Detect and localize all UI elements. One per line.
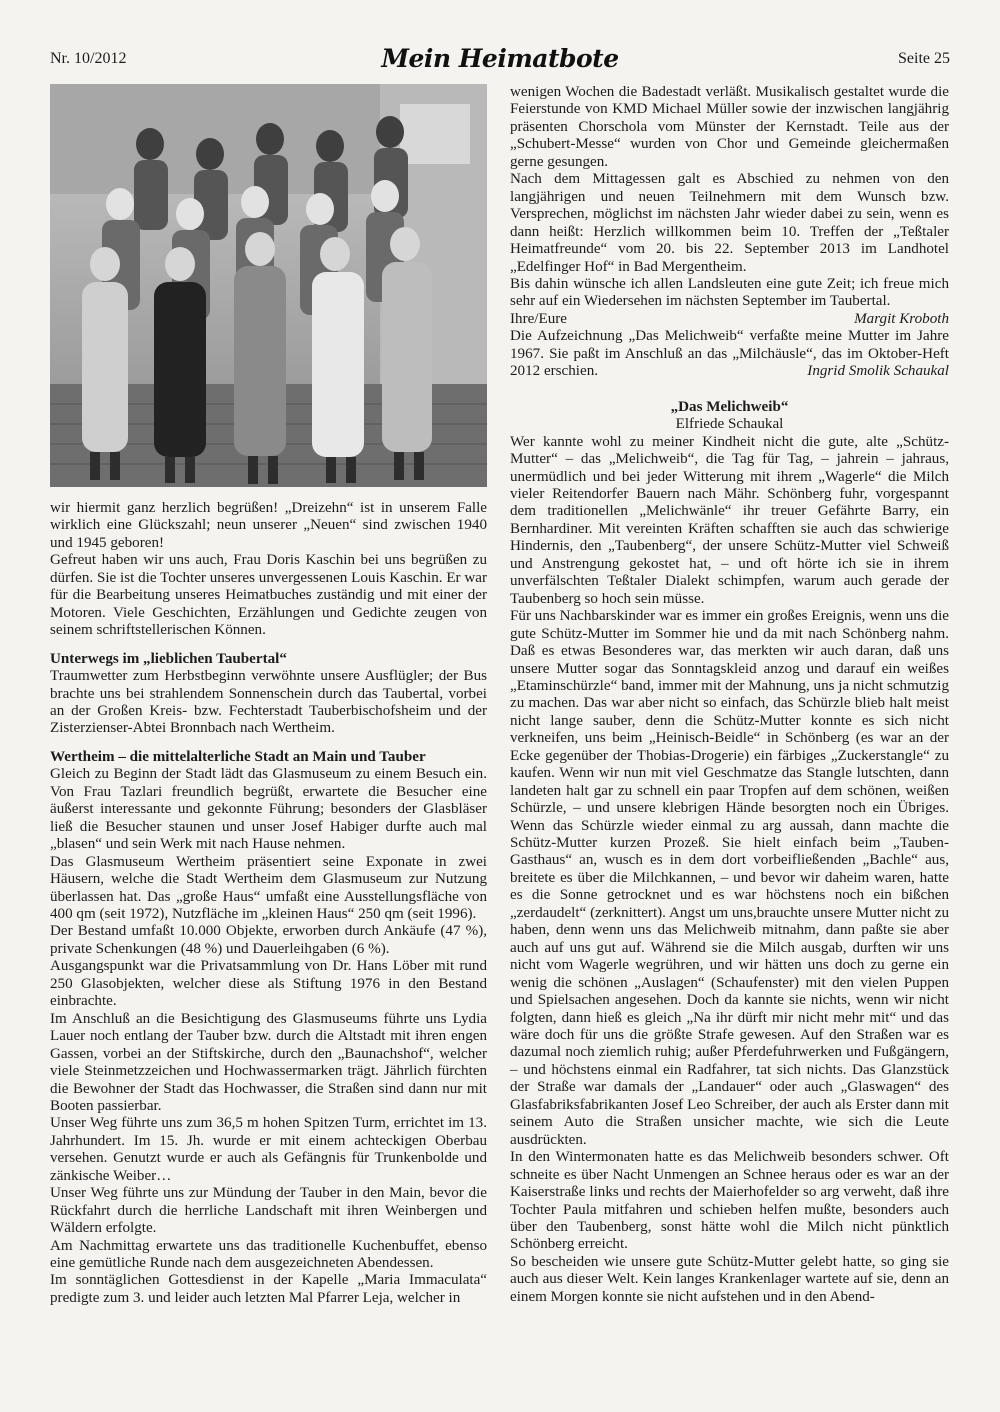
paragraph: Im Anschluß an die Besichtigung des Glasmuseums führte uns Lydia Lauer noch entlang der Tauber bzw. durch die Altstadt mit ihren engen Gassen, vorbei an der Stiftskirche, durch den „Baunachshof“, welcher viele Steinmetzzeichen und Hochwassermarken trägt. Jährlich fürchten die Bewohner der Stadt das Hochwasser, die Straßen sind dann nur mit Booten passierbar.: [50, 1010, 487, 1114]
group-photo-icon: [50, 84, 487, 487]
issue-number: Nr. 10/2012: [50, 50, 127, 67]
paragraph: Das Glasmuseum Wertheim präsentiert seine Exponate in zwei Häusern, welche die Stadt Wertheim dem Glasmuseum zur Nutzung überlassen hat. Das „große Haus“ umfaßt eine Ausstellungsfläche von 400 qm (seit 1972), Nutzfläche im „kleinen Haus“ 250 qm (seit 1996).: [50, 853, 487, 922]
paragraph: wenigen Wochen die Badestadt verläßt. Musikalisch gestaltet wurde die Feierstunde von KMD Michael Müller sowie der inzwischen langjährig präsenten Chorschola vom Münster der Kernstadt. Teile aus der „Schubert-Messe“ wurden von Chor und Gemeinde gleichermaßen gerne gesungen.: [510, 84, 949, 170]
paragraph: Im sonntäglichen Gottesdienst in der Kapelle „Maria Immaculata“ predigte zum 3. und leider auch letzten Mal Pfarrer Leja, welcher in: [50, 1272, 487, 1306]
page-header: [50, 44, 950, 78]
section-heading: Wertheim – die mittelalterliche Stadt an Main und Tauber: [50, 748, 426, 765]
paragraph: So bescheiden wie unsere gute Schütz-Mutter gelebt hatte, so ging sie auch aus dieser Welt. Kein langes Krankenlager wartete auf sie, denn an einem Morgen konnte sie nicht aufstehen und in den Abend-: [510, 1253, 949, 1305]
paragraph: Unser Weg führte uns zur Mündung der Tauber in den Main, bevor die Rückfahrt durch die herrliche Landschaft mit ihren Weinbergen und Wäldern erfolgte.: [50, 1185, 487, 1237]
paragraph: Für uns Nachbarskinder war es immer ein großes Ereignis, wenn uns die gute Schütz-Mutter im Sommer hie und da mit nach Schönberg nahm. Daß es etwas Besonderes war, das merkten wir auch daran, daß uns unsere Mutter sogar das Sonntagskleid anzog und darauf ein weißes „Etaminschürzle“ band, immer mit der Mahnung, uns ja nicht schmutzig zu machen. Das war aber nicht so einfach, das Schürzle blieb halt meist nicht lange sauber, denn die Schütz-Mutter konnte es sich nicht verkneifen, uns beim „Heinisch-Beidle“ in Schönberg (es war an der Ecke gegenüber der Thobias-Drogerie) ein färbiges „Zuckerstangle“ zu kaufen. Wenn wir nun mit viel Geschmatze das Stangle lutschten, dann landeten halt gar zu schnell ein paar Tropfen auf dem schönen, weißen Schürzle, – und unsere klebrigen Hände besorgten noch ein Übriges. Wenn das Schürzle wieder einmal zu arg aussah, dann machte die Schütz-Mutter kurzen Prozeß. Sie hielt einfach beim „Tauben-Gasthaus“ an, wusch es in dem dort vorbeifließenden „Bachle“ aus, breitete es über die Milchkannen, – und bevor wir daheim waren, hatte es die Sonne getrocknet und es war höchstens noch ein bißchen „zerdaudelt“ (zerknittert). Angst um uns,brauchte unsere Mutter nicht zu haben, denn wenn uns das Melichweib mitnahm, dann paßte sie aber auch auf uns gut auf. Während sie die Milch ausgab, durften wir uns nicht vom Wagerle wegrühren, und wir hätten uns doch zu gerne ein wenig die schönen „Auslagen“ (Schaufenster) mit den vielen Puppen und Spielsachen angesehen. Doch da kannte sie nichts, wenn wir nicht folgten, dann hieß es gleich „Na ihr dürft mir nicht mehr mit“ und das wäre doch für uns die größte Strafe gewesen. Auf den Straßen war es dazumal noch ziemlich ruhig; außer Pferdefuhrwerken und Fußgängern, – und höchstens einmal ein Radfahrer, tat sich nichts. Das Glanzstück der Straße war damals der „Landauer“ oder auch „Glaswagen“ des Glasfabriksfabrikanten Josef Leo Schreiber, der auch als Erster dann mit seinem Auto die Straßen unsicher machte, wie sich die Leute ausdrückten.: [510, 608, 949, 1148]
note-text: Die Aufzeichnung „Das Melichweib“ verfaßte meine Mutter im Jahre 1967. Sie paßt im Anschluß an das „Milchäusle“, das im Oktober-Heft 2012 erschien.: [510, 328, 949, 380]
paragraph: In den Wintermonaten hatte es das Melichweib besonders schwer. Oft schneite es über Nacht Unmengen an Schnee heraus oder es war an der Kaiserstraße links und rechts der Maierhofelder so arg verweht, daß ihre Tochter Paula mitfahren und schieben helfen mußte, besonders auch über den Taubenberg, sonst hätte wohl die Milch nicht pünktlich Schönberg erreicht.: [510, 1149, 949, 1253]
group-photo: [50, 84, 487, 487]
signature: Margit Kroboth: [854, 310, 949, 327]
closing: Ihre/Eure: [510, 310, 567, 327]
paragraph: Der Bestand umfaßt 10.000 Objekte, erworben durch Ankäufe (47 %), private Schenkungen (48 %) und Dauerleihgaben (6 %).: [50, 923, 487, 957]
signature: Ingrid Smolik Schaukal: [807, 363, 949, 380]
paragraph: Wer kannte wohl zu meiner Kindheit nicht die gute, alte „Schütz-Mutter“ – das „Melichweib“, die Tag für Tag, – jahrein – jahraus, unermüdlich und bei jeder Witterung mit ihrem „Wagerle“ die Milch vieler Reitendorfer Bauern nach Mähr. Schönberg fuhr, vorgespannt dem traditionellen „Melichwänle“ ihr treuer Gefährte Barry, ein Bernhardiner. Mit vereinten Kräften schafften sie auch das schwierige Hindernis, den „Taubenberg“, der unsere Schütz-Mutter viel Schweiß und Anstrengung gekostet hat, – und oft hörte ich sie in ihrem unverfälschten Teßtaler Dialekt schimpfen, warum auch gerade der Taubenberg so hoch sein müsse.: [510, 433, 949, 607]
paragraph: Gefreut haben wir uns auch, Frau Doris Kaschin bei uns begrüßen zu dürfen. Sie ist die Tochter unseres unvergessenen Louis Kaschin. Er war für die Bearbeitung unseres Heimatbuches zuständig und mit einer der Motoren. Viele Geschichten, Erzählungen und Gedichte zeugen von seinem schriftstellerischen Können.: [50, 552, 487, 639]
paragraph: Ausgangspunkt war die Privatsammlung von Dr. Hans Löber mit rund 250 Glasobjekten, welcher diese als Stiftung 1976 in den Bestand einbrachte.: [50, 958, 487, 1010]
page-number: Seite 25: [898, 50, 950, 67]
paragraph: [510, 328, 949, 380]
paragraph: Traumwetter zum Herbstbeginn verwöhnte unsere Ausflügler; der Bus brachte uns bei strahlendem Sonnenschein durch das Taubertal, vorbei an der Großen Kreis- bzw. Fechterstadt Tauberbischofsheim und der Zisterzienser-Abtei Bronnbach nach Wertheim.: [50, 668, 487, 737]
masthead-logo: Mein Heimatbote: [381, 44, 619, 73]
left-column: [50, 500, 487, 1307]
story-title: „Das Melichweib“: [670, 398, 789, 415]
right-column: [510, 84, 949, 1306]
paragraph: wir hiermit ganz herzlich begrüßen! „Dreizehn“ ist in unserem Falle wirklich eine Glückszahl; neun unserer „Neuen“ sind zwischen 1940 und 1945 geboren!: [50, 500, 487, 551]
section-heading: Unterwegs im „lieblichen Taubertal“: [50, 650, 287, 667]
paragraph: Gleich zu Beginn der Stadt lädt das Glasmuseum zu einem Besuch ein. Von Frau Tazlari freundlich begrüßt, erwartete die Besucher eine äußerst interessante und gekonnte Führung; besonders der Glasbläser ließ die Besucher staunen und unser Josef Habiger durfte auch mal „blasen“ und sein Werk mit nach Hause nehmen.: [50, 766, 487, 853]
paragraph: Unser Weg führte uns zum 36,5 m hohen Spitzen Turm, errichtet im 13. Jahrhundert. Im 15. Jh. wurde er mit einem achteckigen Oberbau versehen. Genutzt wurde er auch als Gefängnis für Trunkenbolde und zänkische Weiber…: [50, 1115, 487, 1184]
paragraph: Bis dahin wünsche ich allen Landsleuten eine gute Zeit; ich freue mich sehr auf ein Wiedersehen im nächsten September im Taubertal.: [510, 275, 949, 310]
story-author: Elfriede Schaukal: [675, 416, 784, 433]
closing-line: [510, 311, 949, 328]
paragraph: Nach dem Mittagessen galt es Abschied zu nehmen von den langjährigen und neuen Teilnehmern mit dem Wunsch bzw. Versprechen, möglichst im nächsten Jahr wieder dabei zu sein, wenn es dann heißt: Herzlich willkommen beim 10. Treffen der „Teßtaler Heimatfreunde“ vom 20. bis 22. September 2013 im Landhotel „Edelfinger Hof“ in Bad Mergentheim.: [510, 171, 949, 275]
paragraph: Am Nachmittag erwartete uns das traditionelle Kuchenbuffet, ebenso eine gemütliche Runde nach dem ausgezeichneten Abendessen.: [50, 1237, 487, 1272]
